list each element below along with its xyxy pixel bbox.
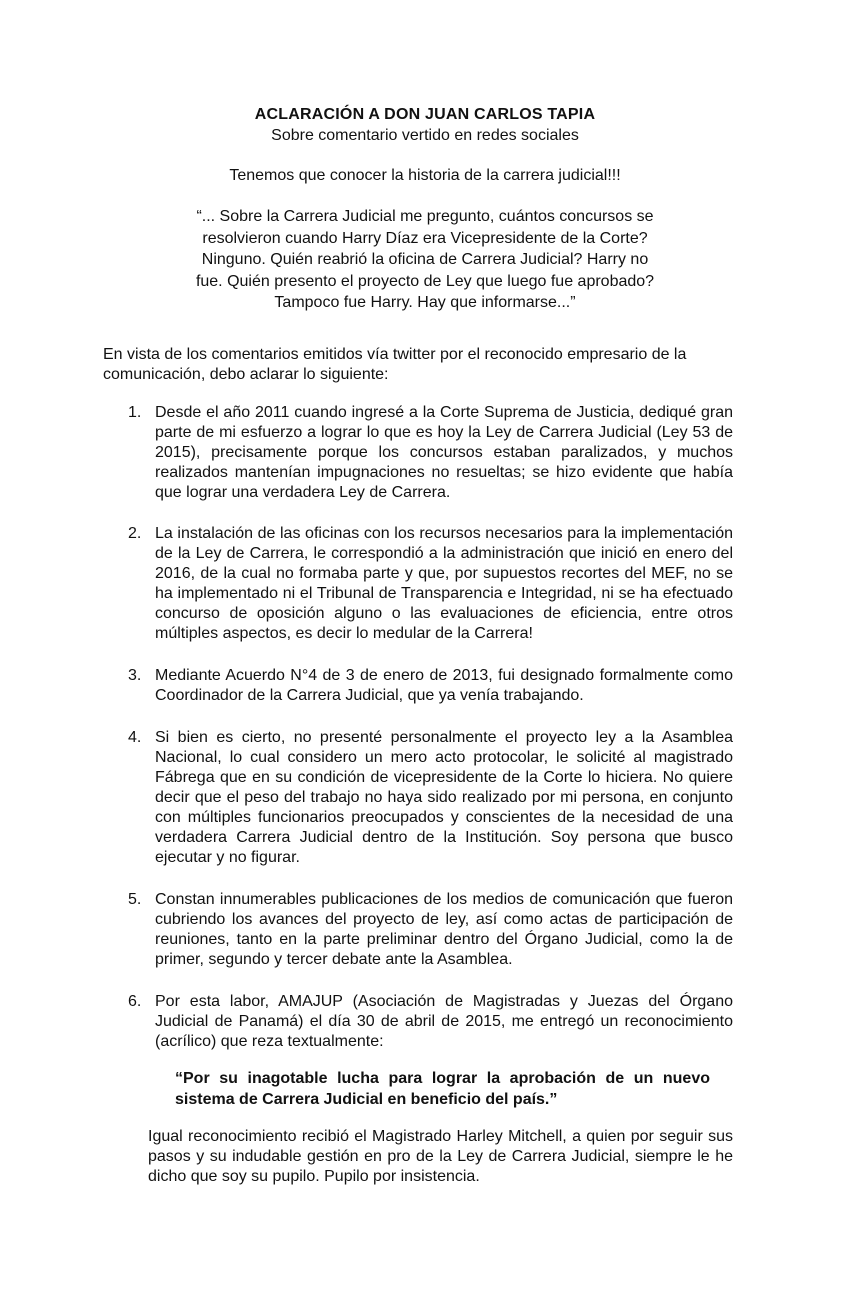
list-item-text: Mediante Acuerdo N°4 de 3 de enero de 2013, fui designado formalmente como Coordinador de la Carrera Judicial, que ya venía trabajando. [155,667,733,704]
numbered-list [103,403,733,1052]
tweet-quote [140,206,710,314]
list-item-text: Si bien es cierto, no presenté personalmente el proyecto ley a la Asamblea Nacional, lo cual considero un mero acto protocolar, le solicité al magistrado Fábrega que en su condición de vicepresidente de la Corte lo hiciera. No quiere decir que el peso del trabajo no haya sido realizado por mi persona, en conjunto con múltiples funcionarios preocupados y conscientes de la necesidad de una verdadera Carrera Judicial dentro de la Institución. Soy persona que busco ejecutar y no figurar. [155,729,733,866]
tweet-quote-line: fue. Quién presento el proyecto de Ley que luego fue aprobado? [195,272,655,290]
document-title: ACLARACIÓN A DON JUAN CARLOS TAPIA [254,106,596,123]
closing-paragraph: Igual reconocimiento recibió el Magistrado Harley Mitchell, a quien por seguir sus pasos y su indudable gestión en pro de la Ley de Carrera Judicial, siempre le he dicho que soy su pupilo. Pupilo por insistencia. [148,1128,733,1185]
list-item-number: 6. [128,993,142,1010]
list-item [103,403,733,503]
tweet-quote-line: Ninguno. Quién reabrió la oficina de Carrera Judicial? Harry no [201,251,649,268]
list-item-text: La instalación de las oficinas con los recursos necesarios para la implementación de la Ley de Carrera, le correspondió a la administración que inició en enero del 2016, de la cual no formaba parte y que, por supuestos recortes del MEF, no se ha implementado ni el Tribunal de Transparencia e Integridad, ni se ha efectuado concurso de oposición alguno o las evaluaciones de eficiencia, entre otros múltiples aspectos, es decir lo medular de la Carrera! [155,525,733,642]
list-item-number: 1. [128,404,142,421]
document-tagline: Tenemos que conocer la historia de la carrera judicial!!! [229,167,621,184]
list-item [103,992,733,1052]
tweet-quote-line: “... Sobre la Carrera Judicial me pregunto, cuántos concursos se [196,208,654,225]
list-item [103,890,733,970]
list-item [103,666,733,706]
document-subtitle: Sobre comentario vertido en redes sociales [271,127,579,144]
list-item [103,728,733,868]
recognition-quote: “Por su inagotable lucha para lograr la aprobación de un nuevo sistema de Carrera Judicial en beneficio del país.” [175,1070,710,1108]
list-item [103,524,733,644]
list-item-number: 4. [128,729,142,746]
tweet-quote-line: Tampoco fue Harry. Hay que informarse...” [274,294,576,311]
list-item-text: Constan innumerables publicaciones de los medios de comunicación que fueron cubriendo los avances del proyecto de ley, así como actas de participación de reuniones, tanto en la parte preliminar dentro del Órgano Judicial, como la de primer, segundo y tercer debate ante la Asamblea. [155,891,733,968]
list-item-text: Desde el año 2011 cuando ingresé a la Corte Suprema de Justicia, dediqué gran parte de mi esfuerzo a lograr lo que es hoy la Ley de Carrera Judicial (Ley 53 de 2015), precisamente porque los concursos estaban paralizados, y muchos realizados mantenían impugnaciones no resueltas; se hizo evidente que había que lograr una verdadera Ley de Carrera. [155,404,733,501]
list-item-text: Por esta labor, AMAJUP (Asociación de Magistradas y Juezas del Órgano Judicial de Panamá) el día 30 de abril de 2015, me entregó un reconocimiento (acrílico) que reza textualmente: [155,993,733,1050]
list-item-number: 5. [128,891,142,908]
intro-paragraph: En vista de los comentarios emitidos vía twitter por el reconocido empresario de la comunicación, debo aclarar lo siguiente: [103,346,687,383]
list-item-number: 2. [128,525,142,542]
list-item-number: 3. [128,667,142,684]
tweet-quote-line: resolvieron cuando Harry Díaz era Vicepresidente de la Corte? [202,229,648,247]
